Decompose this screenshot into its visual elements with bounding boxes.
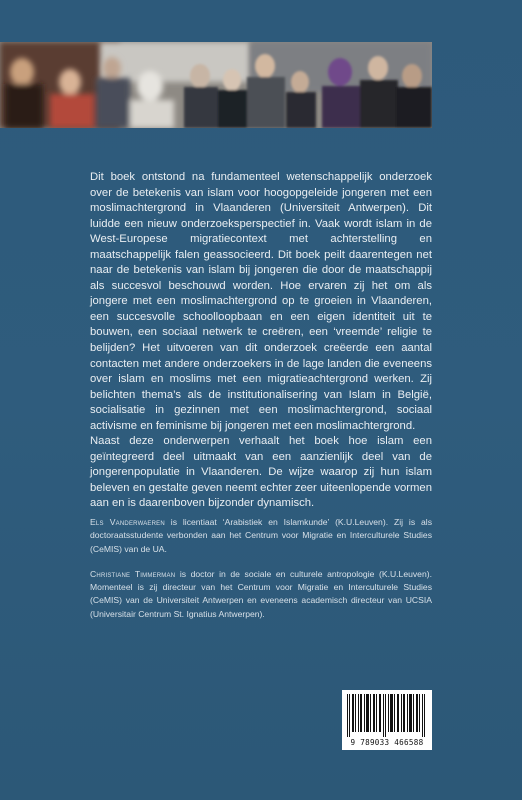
bio-christiane-timmerman — [90, 568, 432, 621]
isbn-barcode — [342, 690, 432, 750]
cover-photo-crowd — [0, 42, 432, 128]
crowd-photo-illustration — [0, 42, 432, 128]
bio-els-vanderwaeren — [90, 516, 432, 556]
bio-text-els-vanderwaeren: is licentiaat ‘Arabistiek en Islamkunde’ (K.U.Leuven). Zij is als doctoraatsstudente verbonden aan het Centrum voor Migratie en Interculturele Studies (CeMIS) van de UA. — [90, 517, 432, 554]
isbn-digits: 9 789033 466588 — [350, 738, 424, 747]
author-bios — [90, 516, 432, 633]
blurb-paragraph-2: Naast deze onderwerpen verhaalt het boek hoe islam een geïntegreerd deel uitmaakt van een aanzienlijk deel van de jongerenpopulatie in Vlaanderen. De wijze waarop zij hun islam beleven en gestalte geven neemt echter zeer uiteenlopende vormen aan en is daarenboven bijzonder dynamisch. — [90, 435, 432, 510]
barcode-bars — [347, 694, 427, 737]
blurb-text — [90, 170, 432, 512]
author-name-christiane-timmerman: Christiane Timmerman — [90, 568, 176, 579]
blurb-paragraph-1: Dit boek ontstond na fundamenteel wetenschappelijk onderzoek over de betekenis van islam voor hoogopgeleide jongeren met een moslimachtergrond in Vlaanderen (Universiteit Antwerpen). Dit luidde een nieuw onderzoeksperspectief in. Vaak wordt islam in de West-Europese migratiecontext met achterstelling en maatschappelijk falen geassocieerd. Dit boek peilt daarentegen net naar de betekenis van islam bij jongeren die door de maatschappij als succesvol beschouwd worden. Hoe ervaren zij het om als jongere met een moslimachtergrond op te groeien in Vlaanderen, een succesvolle schoolloopbaan en een eigen identiteit uit te bouwen, een sociaal netwerk te creëren, een ‘vreemde’ religie te belijden? Het uitvoeren van dit onderzoek creëerde een aantal contacten met andere onderzoekers in de lage landen die eveneens over islam en moslims met een migratieachtergrond werken. Zij belichten thema’s als de institutionalisering van Islam in België, socialisatie in gezinnen met een moslimachtergrond, sociaal activisme en feminisme bij jongeren met een moslimachtergrond. — [90, 171, 432, 432]
author-name-els-vanderwaeren: Els Vanderwaeren — [90, 517, 165, 527]
bio-text-christiane-timmerman: is doctor in de sociale en culturele antropologie (K.U.Leuven). Momenteel is zij directeur van het Centrum voor Migratie en Interculturele Studies (CeMIS) van de Universiteit Antwerpen en eveneens academisch directeur van UCSIA (Universitair Centrum St. Ignatius Antwerpen). — [90, 568, 432, 619]
